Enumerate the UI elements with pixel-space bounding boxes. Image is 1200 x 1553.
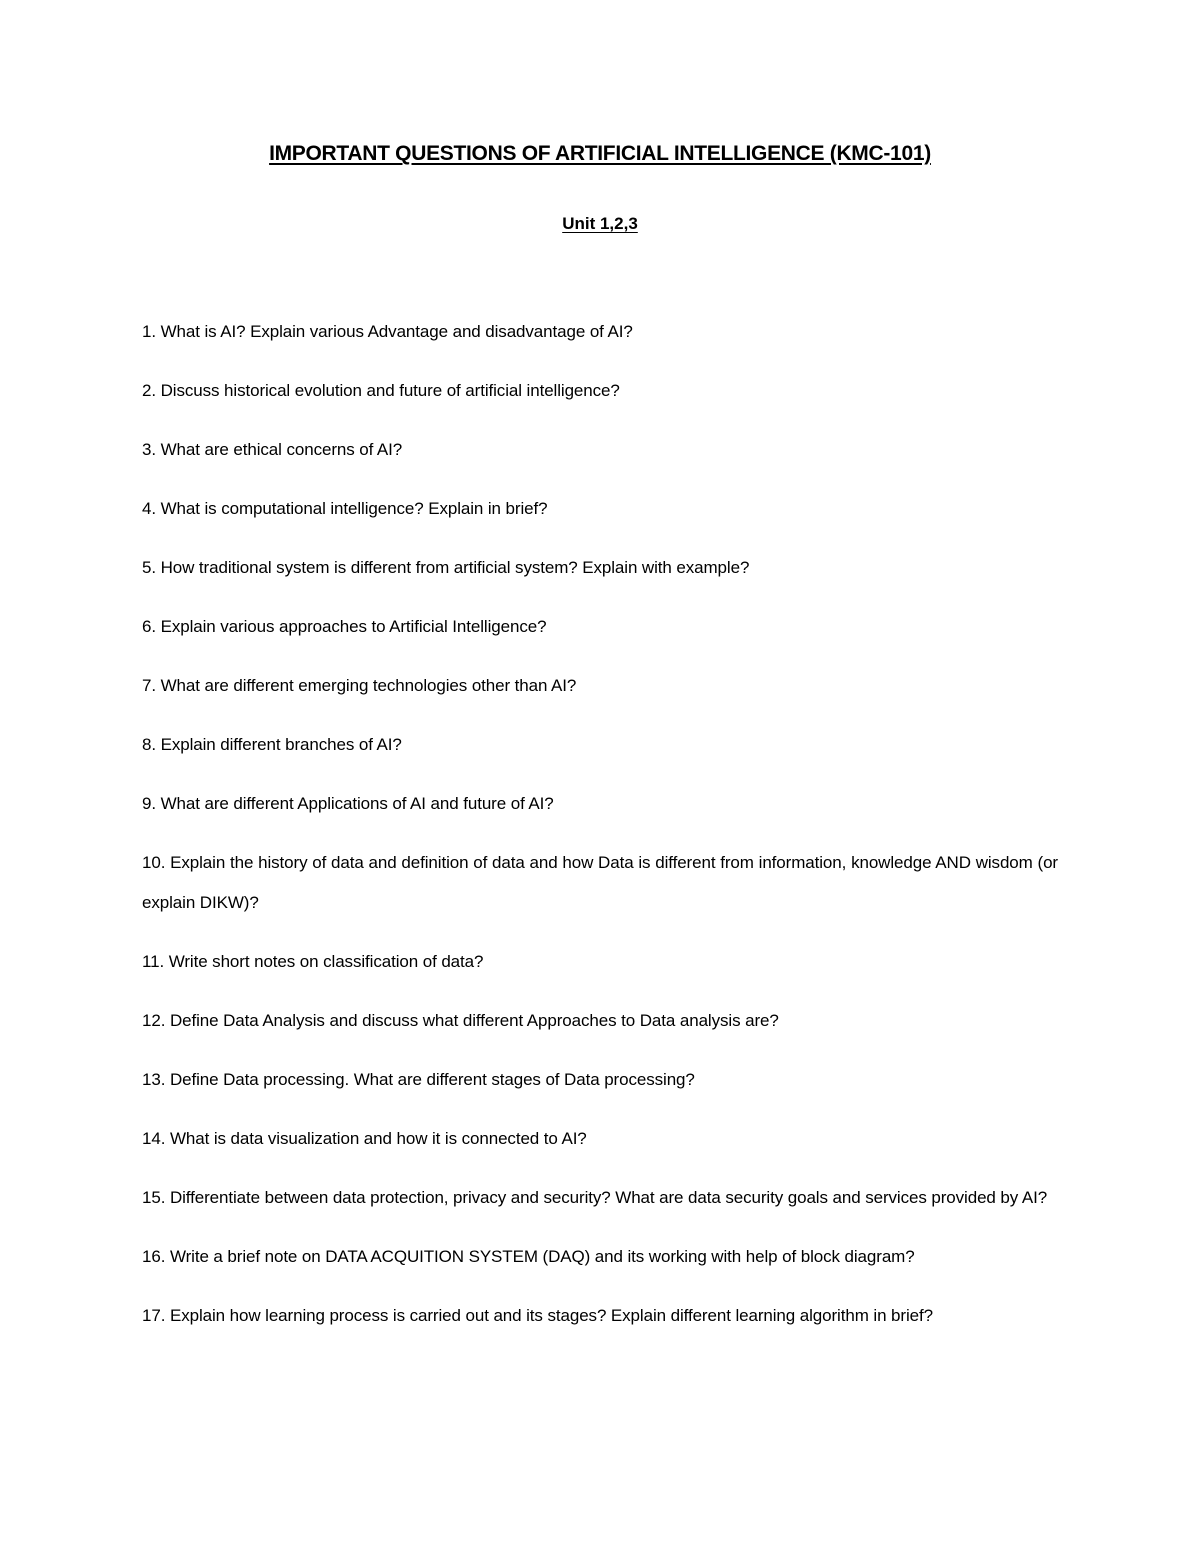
question-item: 12. Define Data Analysis and discuss what different Approaches to Data analysis are?: [142, 1010, 779, 1030]
question-item: 11. Write short notes on classification of data?: [142, 951, 484, 971]
question-item: 16. Write a brief note on DATA ACQUITION SYSTEM (DAQ) and its working with help of block diagram?: [142, 1246, 915, 1266]
question-item: 9. What are different Applications of AI and future of AI?: [142, 794, 554, 813]
question-item: 13. Define Data processing. What are different stages of Data processing?: [142, 1069, 695, 1089]
question-item: 5. How traditional system is different from artificial system? Explain with example?: [142, 558, 750, 577]
question-item: 1. What is AI? Explain various Advantage and disadvantage of AI?: [142, 322, 633, 341]
question-item: 14. What is data visualization and how it is connected to AI?: [142, 1128, 587, 1148]
question-item: 15. Differentiate between data protection, privacy and security? What are data security goals and services provided by AI?: [142, 1187, 1048, 1207]
document-title: IMPORTANT QUESTIONS OF ARTIFICIAL INTELLIGENCE (KMC-101): [269, 142, 931, 165]
question-item: 3. What are ethical concerns of AI?: [142, 440, 403, 459]
question-item: 6. Explain various approaches to Artificial Intelligence?: [142, 617, 547, 636]
document-subtitle: Unit 1,2,3: [562, 214, 638, 233]
question-item: 7. What are different emerging technologies other than AI?: [142, 676, 577, 695]
question-item: 8. Explain different branches of AI?: [142, 735, 402, 754]
question-item: 2. Discuss historical evolution and future of artificial intelligence?: [142, 381, 620, 400]
question-item: 17. Explain how learning process is carried out and its stages? Explain different learning algorithm in brief?: [142, 1305, 933, 1325]
question-item: 10. Explain the history of data and definition of data and how Data is different from information, knowledge AND wisdom (or explain DIKW)?: [142, 853, 1058, 912]
question-item: 4. What is computational intelligence? Explain in brief?: [142, 499, 548, 518]
question-list: [142, 312, 1058, 1355]
